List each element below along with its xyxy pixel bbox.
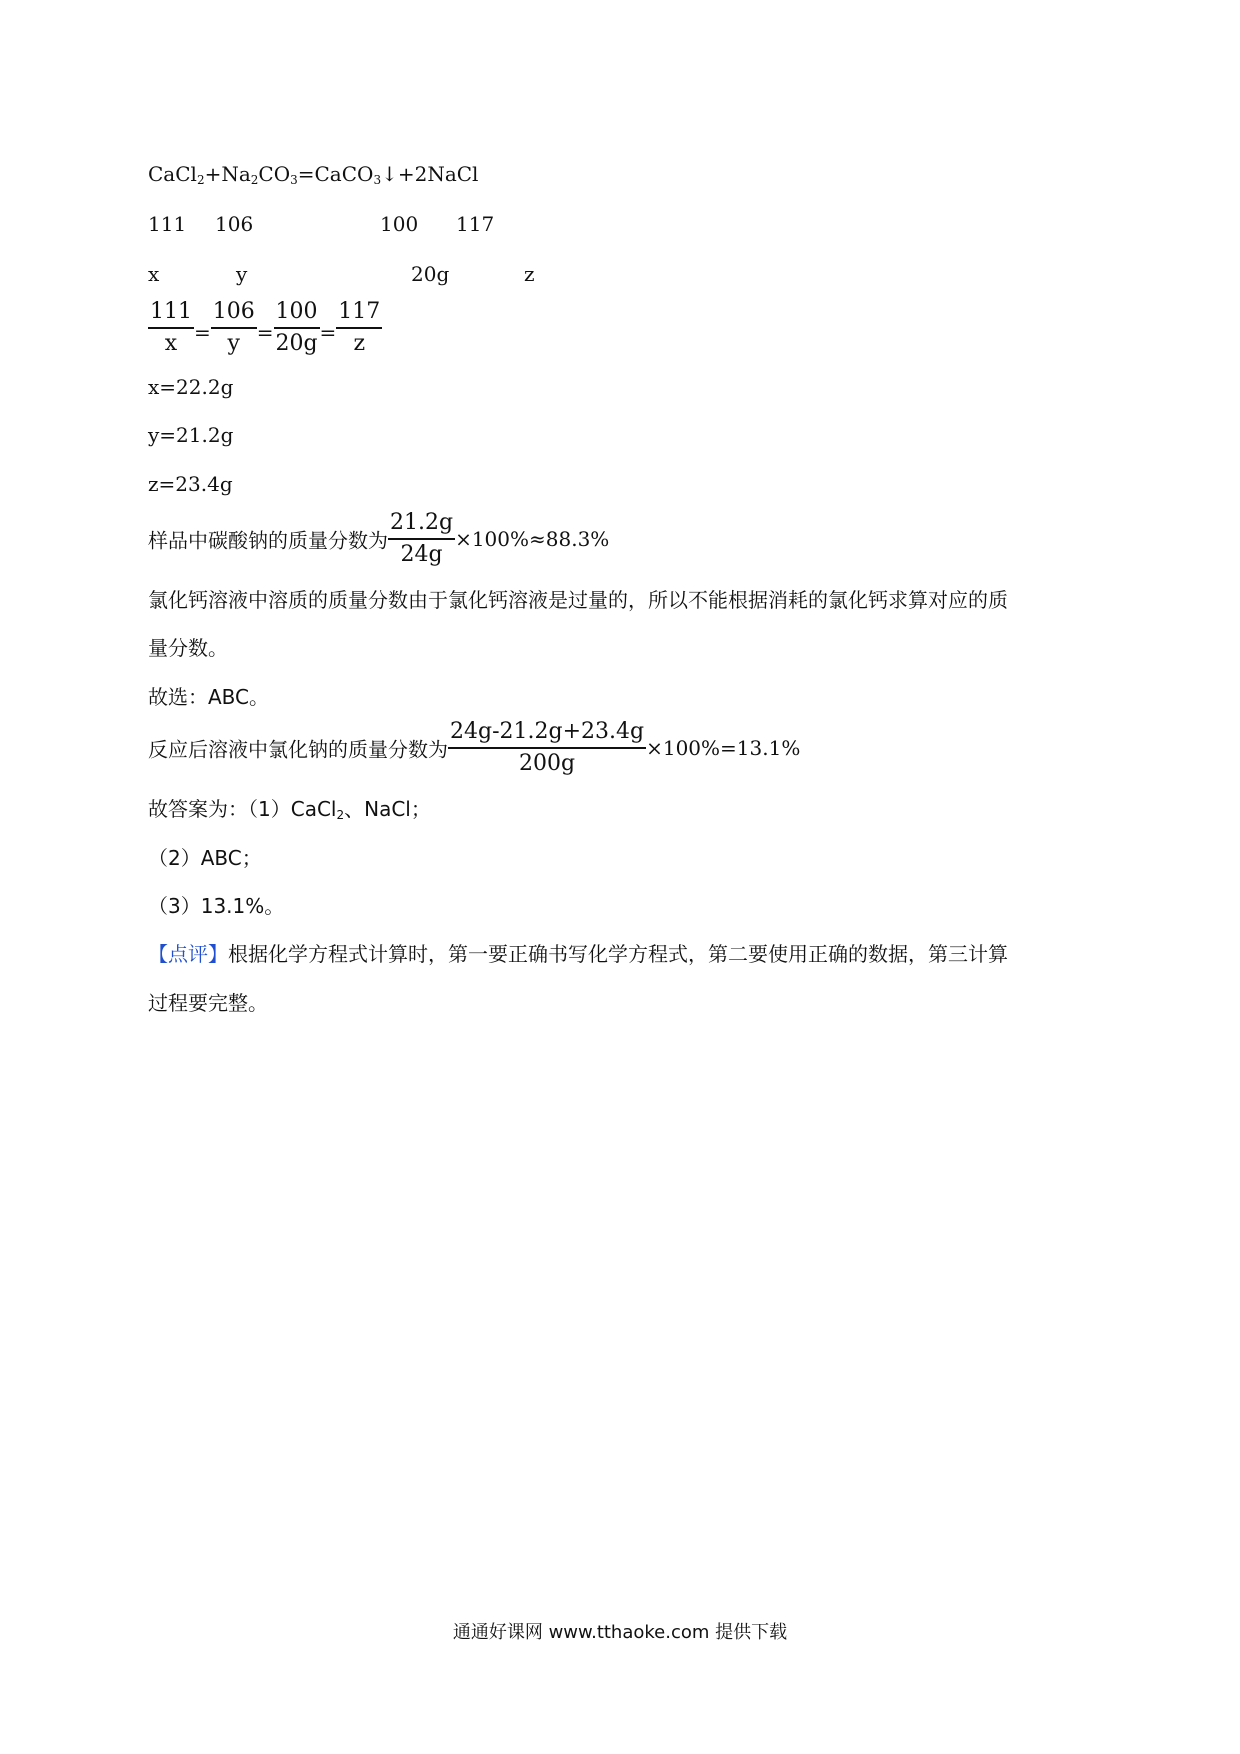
unknown-value: 20g bbox=[411, 262, 450, 286]
page-footer: 通通好课网 www.tthaoke.com 提供下载 bbox=[452, 1622, 788, 1643]
eq-part: CaCl bbox=[148, 162, 197, 186]
answer-3: （3）13.1%。 bbox=[148, 894, 285, 918]
equals-sign: = bbox=[194, 320, 211, 345]
eq-subscript: 3 bbox=[373, 173, 382, 187]
eq-subscript: 2 bbox=[196, 173, 205, 187]
nacl-suffix: ×100%=13.1% bbox=[646, 736, 801, 760]
result-z: z=23.4g bbox=[148, 472, 233, 496]
eq-part: +Na bbox=[204, 162, 251, 186]
mass-value: 106 bbox=[215, 212, 254, 236]
choice-line: 故选：ABC。 bbox=[148, 685, 270, 709]
cacl2-paragraph-line2: 量分数。 bbox=[148, 636, 228, 660]
proportion-equation bbox=[148, 297, 382, 359]
comment-line1 bbox=[148, 938, 1008, 967]
nacl-fraction-line bbox=[148, 717, 800, 779]
fraction: $\frac{24g-21.2g+23.4g}{200g}$ bbox=[450, 719, 645, 776]
fraction: $\frac{106}{y}$ bbox=[212, 299, 255, 356]
fraction: $\frac{117}{z}$ bbox=[338, 299, 381, 356]
equals-sign: = bbox=[319, 320, 337, 345]
cacl2-paragraph-line1: 氯化钙溶液中溶质的质量分数由于氯化钙溶液是过量的，所以不能根据消耗的氯化钙求算对应的质 bbox=[148, 588, 1008, 612]
sample-fraction-line bbox=[148, 508, 609, 570]
answer-line: 故答案为：（1）CaCl$_2$、NaCl； bbox=[148, 797, 431, 822]
unknown-value: z bbox=[524, 262, 535, 286]
chemical-equation bbox=[148, 162, 478, 187]
fraction: $\frac{100}{20g}$ bbox=[275, 299, 318, 356]
fraction: $\frac{111}{x}$ bbox=[150, 299, 192, 356]
mass-value: 111 bbox=[148, 212, 187, 236]
eq-subscript: 2 bbox=[250, 173, 259, 187]
comment-line2: 过程要完整。 bbox=[148, 991, 268, 1015]
eq-part: ↓+2NaCl bbox=[381, 162, 479, 186]
equals-sign: = bbox=[256, 320, 274, 345]
result-y: y=21.2g bbox=[148, 423, 234, 447]
mass-value: 117 bbox=[456, 212, 495, 236]
sample-prefix: 样品中碳酸钠的质量分数为 bbox=[148, 528, 388, 553]
mass-value: 100 bbox=[380, 212, 419, 236]
answer-2: （2）ABC； bbox=[148, 846, 262, 870]
unknown-value: x bbox=[148, 262, 160, 286]
eq-subscript: 3 bbox=[290, 173, 298, 187]
sample-suffix: ×100%≈88.3% bbox=[455, 527, 610, 551]
fraction: $\frac{21.2g}{24g}$ bbox=[390, 510, 454, 567]
comment-text: 根据化学方程式计算时，第一要正确书写化学方程式，第二要使用正确的数据，第三计算 bbox=[228, 942, 1008, 966]
result-x: x=22.2g bbox=[148, 375, 234, 399]
eq-part: CO bbox=[258, 162, 291, 186]
nacl-prefix: 反应后溶液中氯化钠的质量分数为 bbox=[148, 737, 448, 762]
comment-tag: 【点评】 bbox=[148, 942, 228, 966]
unknown-value: y bbox=[236, 262, 248, 286]
eq-part: =CaCO bbox=[297, 162, 374, 186]
